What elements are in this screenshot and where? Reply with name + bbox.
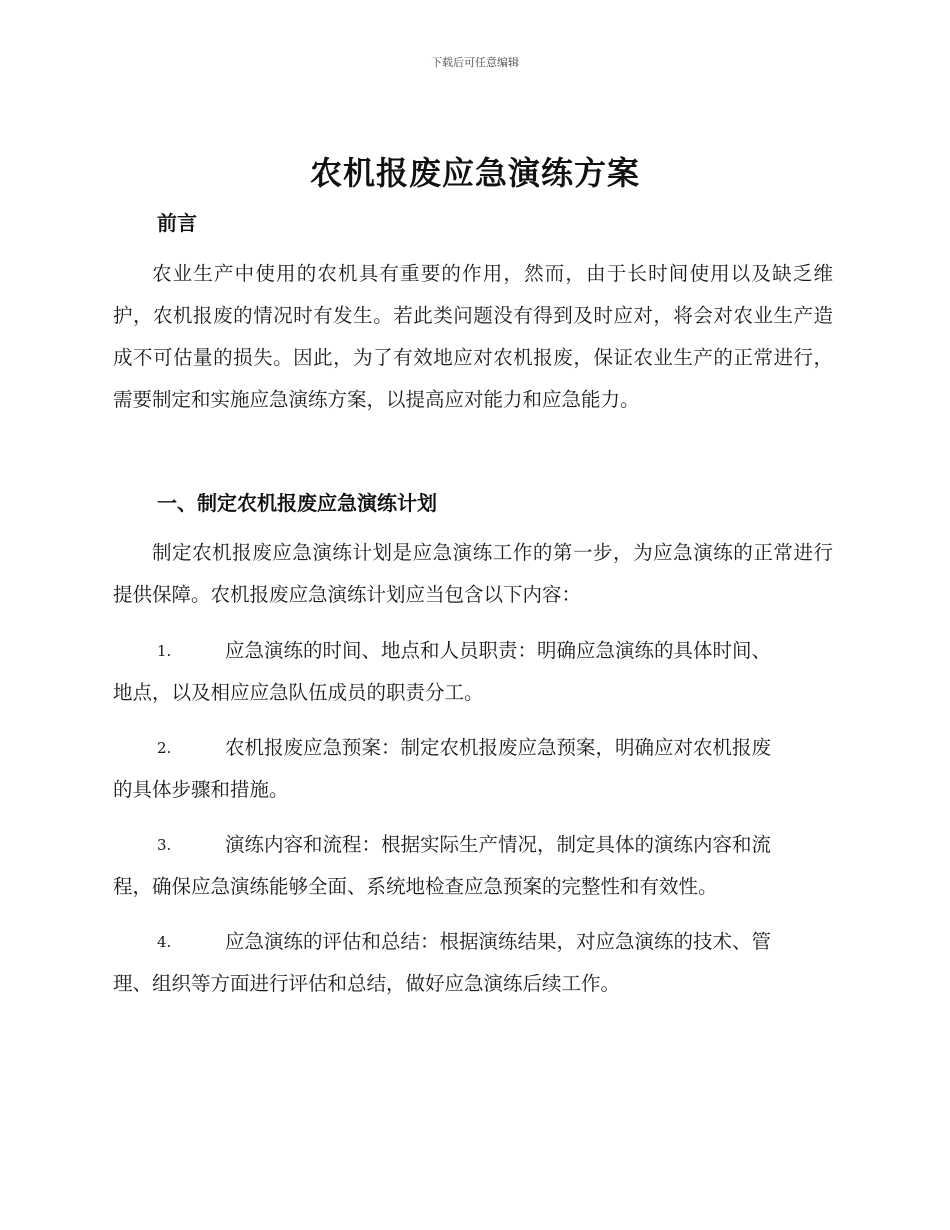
list-number: 3. — [157, 836, 172, 854]
list-number: 4. — [157, 933, 172, 951]
list-number: 2. — [157, 739, 172, 757]
list-text-line1: 演练内容和流程：根据实际生产情况，制定具体的演练内容和流 — [225, 833, 772, 856]
preface-paragraph: 农业生产中使用的农机具有重要的作用，然而，由于长时间使用以及缺乏维护，农机报废的情况时有发生。若此类问题没有得到及时应对，将会对农业生产造成不可估量的损失。因此，为了有效地应对农机报废，保证农业生产的正常进行，需要制定和实施应急演练方案，以提高应对能力和应急能力。 — [113, 262, 833, 411]
list-number: 1. — [157, 642, 172, 660]
list-item-1 — [113, 630, 833, 714]
preface-heading: 前言 — [157, 211, 197, 235]
list-item-4 — [113, 921, 833, 1005]
section-1-heading: 一、制定农机报废应急演练计划 — [157, 491, 437, 515]
list-item-3 — [113, 824, 833, 908]
list-text-line2: 程，确保应急演练能够全面、系统地检查应急预案的完整性和有效性。 — [113, 875, 718, 898]
list-text-line1: 应急演练的时间、地点和人员职责：明确应急演练的具体时间、 — [225, 639, 772, 662]
header-note: 下载后可任意编辑 — [431, 56, 519, 69]
list-text-line1: 农机报废应急预案：制定农机报废应急预案，明确应对农机报废 — [225, 736, 772, 759]
list-item-2 — [113, 727, 833, 811]
list-text-line2: 地点，以及相应应急队伍成员的职责分工。 — [113, 681, 484, 704]
document-title: 农机报废应急演练方案 — [309, 154, 640, 192]
list-text-line2: 的具体步骤和措施。 — [113, 778, 289, 801]
list-text-line1: 应急演练的评估和总结：根据演练结果，对应急演练的技术、管 — [225, 930, 772, 953]
section-1-intro: 制定农机报废应急演练计划是应急演练工作的第一步，为应急演练的正常进行提供保障。农机报废应急演练计划应当包含以下内容： — [113, 541, 833, 606]
list-text-line2: 理、组织等方面进行评估和总结，做好应急演练后续工作。 — [113, 972, 621, 995]
